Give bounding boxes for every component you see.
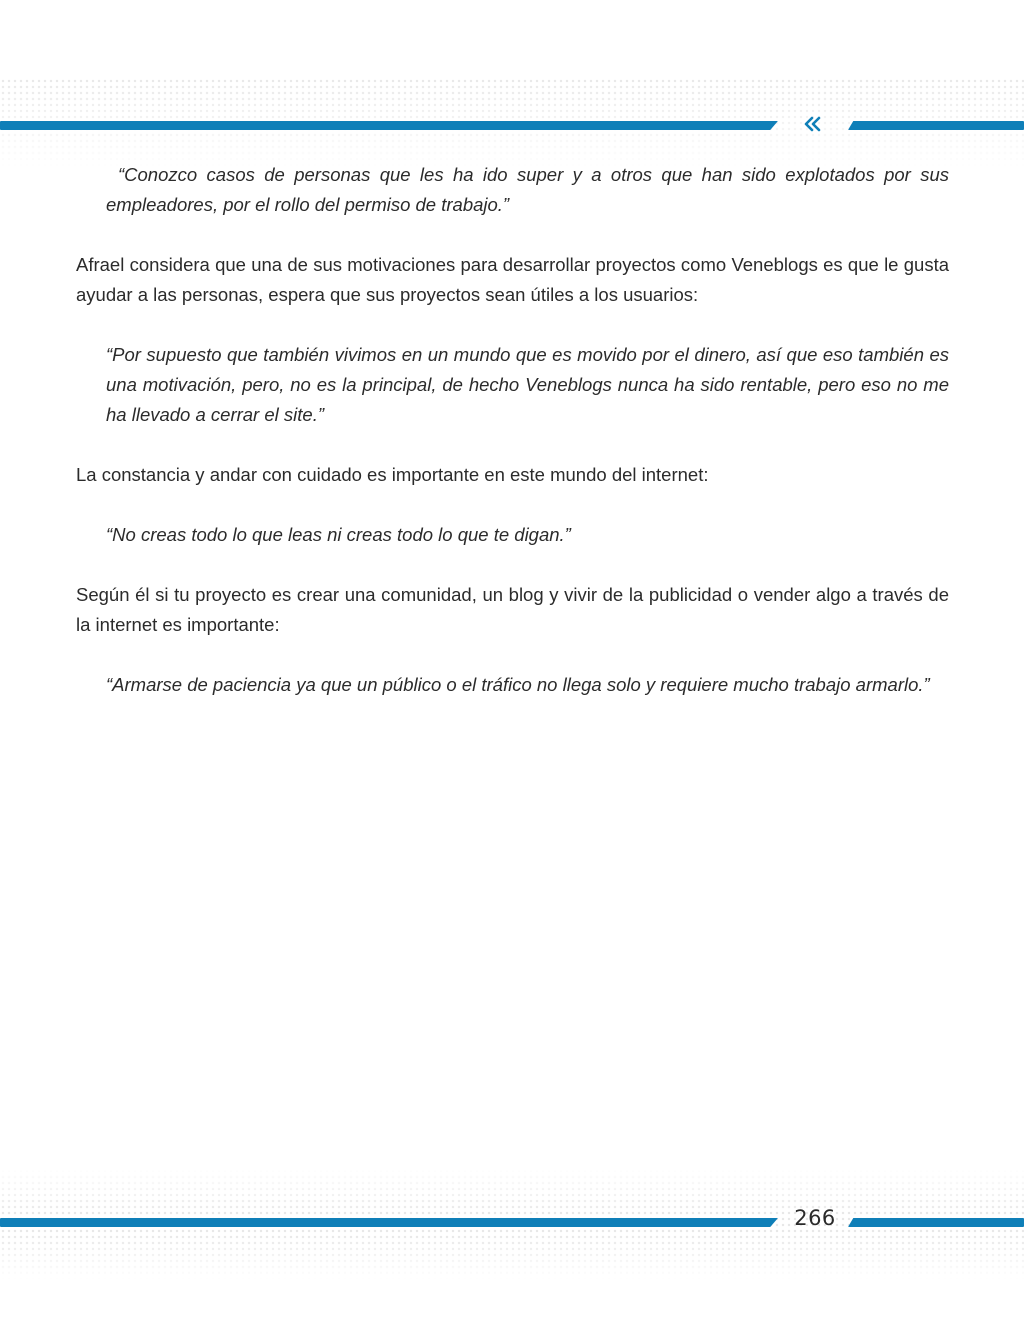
footer-bar-left [0,1218,778,1227]
double-chevron-left-icon [802,114,824,134]
footer-bar-right [848,1218,1024,1227]
body-paragraph: La constancia y andar con cuidado es importante en este mundo del internet: [76,464,709,485]
page-number: 266 [794,1206,836,1230]
quote-block: “Por supuesto que también vivimos en un mundo que es movido por el dinero, así que eso también es una motivación, pero, no es la principal, de hecho Veneblogs nunca ha sido rentable, pero eso no me ha llevado a cerrar el site.” [106,344,949,425]
header-bar-right [848,121,1024,130]
page-body [76,160,949,730]
body-paragraph: Según él si tu proyecto es crear una comunidad, un blog y vivir de la publicidad o vender algo a través de la internet es importante: [76,584,949,635]
quote-block: “Conozco casos de personas que les ha ido super y a otros que han sido explotados por sus empleadores, por el rollo del permiso de trabajo.” [106,164,949,215]
quote-block: “No creas todo lo que leas ni creas todo lo que te digan.” [106,524,571,545]
header-bar-left [0,121,778,130]
body-paragraph: Afrael considera que una de sus motivaciones para desarrollar proyectos como Veneblogs es que le gusta ayudar a las personas, espera que sus proyectos sean útiles a los usuarios: [76,254,949,305]
quote-block: “Armarse de paciencia ya que un público o el tráfico no llega solo y requiere mucho trabajo armarlo.” [106,674,930,695]
